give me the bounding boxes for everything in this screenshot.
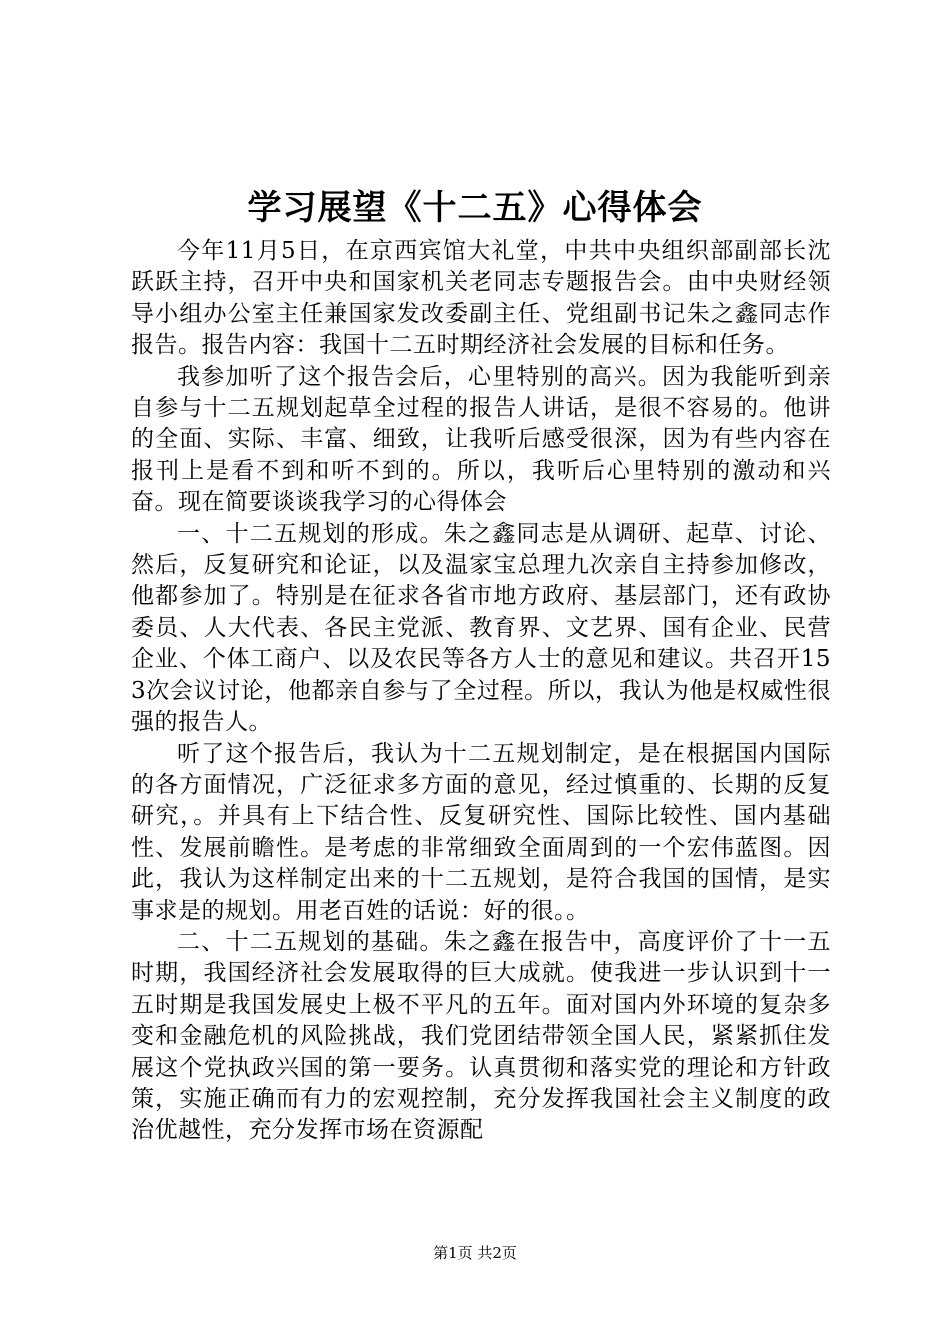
paragraph-2: 我参加听了这个报告会后，心里特别的高兴。因为我能听到亲自参与十二五规划起草全过程的报告人讲话，是很不容易的。他讲的全面、实际、丰富、细致，让我听后感受很深，因为有些内容在报刊上是看不到和听不到的。所以，我听后心里特别的激动和兴奋。现在简要谈谈我学习的心得体会 xyxy=(131,363,831,516)
document-title: 学习展望《十二五》心得体会 xyxy=(247,188,703,228)
paragraph-5: 二、十二五规划的基础。朱之鑫在报告中，高度评价了十一五时期，我国经济社会发展取得的巨大成就。使我进一步认识到十一五时期是我国发展史上极不平凡的五年。面对国内外环境的复杂多变和金融危机的风险挑战，我们党团结带领全国人民，紧紧抓住发展这个党执政兴国的第一要务。认真贯彻和落实党的理论和方针政策，实施正确而有力的宏观控制，充分发挥我国社会主义制度的政治优越性，充分发挥市场在资源配 xyxy=(131,928,831,1144)
document-body xyxy=(131,236,831,1147)
paragraph-3: 一、十二五规划的形成。朱之鑫同志是从调研、起草、讨论、然后，反复研究和论证，以及温家宝总理九次亲自主持参加修改，他都参加了。特别是在征求各省市地方政府、基层部门，还有政协委员、人大代表、各民主党派、教育界、文艺界、国有企业、民营企业、个体工商户、以及农民等各方人士的意见和建议。共召开153次会议讨论，他都亲自参与了全过程。所以，我认为他是权威性很强的报告人。 xyxy=(131,520,831,736)
paragraph-1: 今年11月5日，在京西宾馆大礼堂，中共中央组织部副部长沈跃跃主持，召开中央和国家机关老同志专题报告会。由中央财经领导小组办公室主任兼国家发改委副主任、党组副书记朱之鑫同志作报告。报告内容：我国十二五时期经济社会发展的目标和任务。 xyxy=(131,238,831,359)
paragraph-4: 听了这个报告后，我认为十二五规划制定，是在根据国内国际的各方面情况，广泛征求多方面的意见，经过慎重的、长期的反复研究，。并具有上下结合性、反复研究性、国际比较性、国内基础性、发展前瞻性。是考虑的非常细致全面周到的一个宏伟蓝图。因此，我认为这样制定出来的十二五规划，是符合我国的国情，是实事求是的规划。用老百姓的话说：好的很。。 xyxy=(131,740,831,924)
page-footer: 第1页 共2页 xyxy=(433,1244,517,1262)
